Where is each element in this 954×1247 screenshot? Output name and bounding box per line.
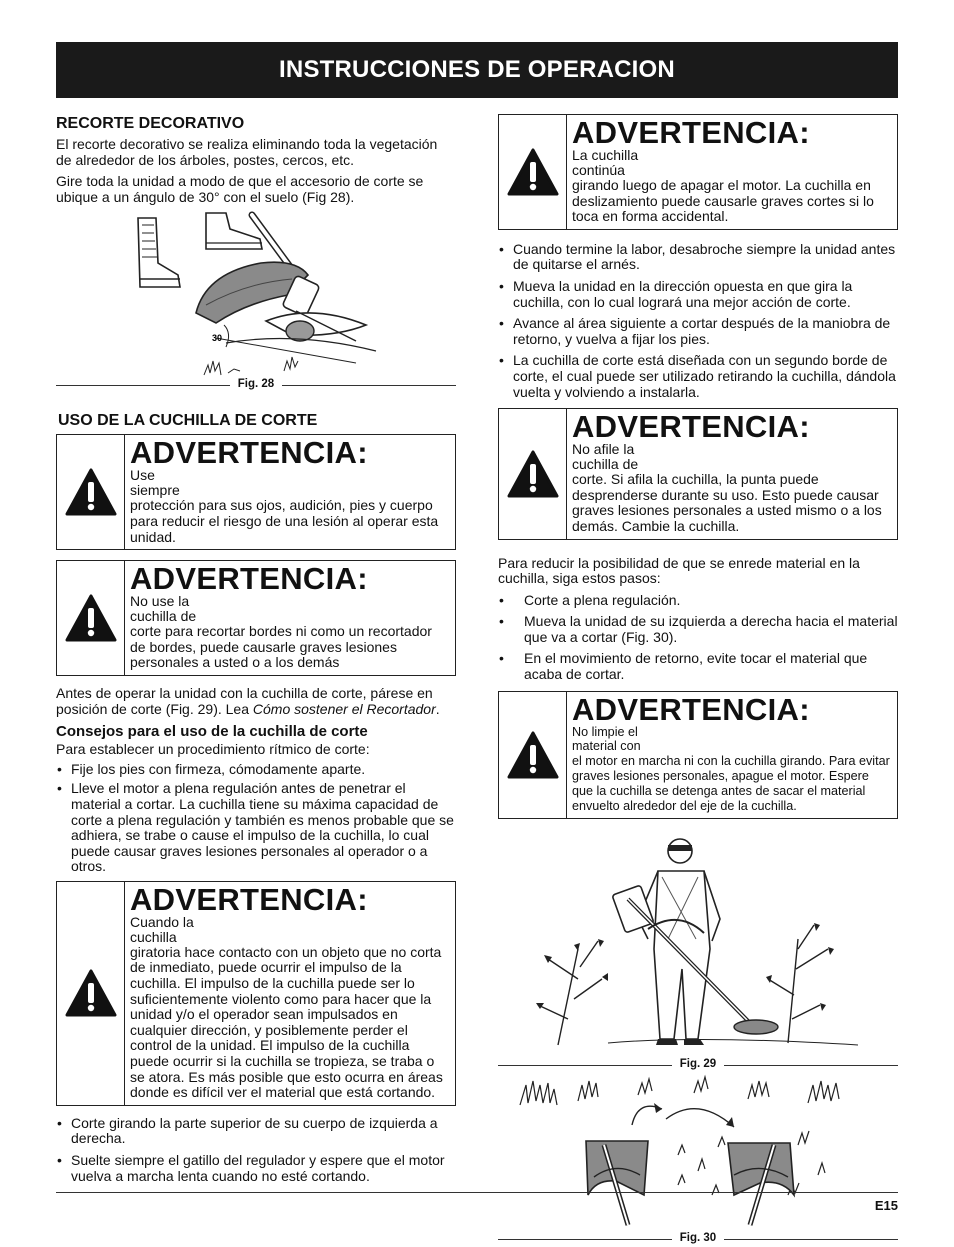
entangle-steps-list [498, 593, 898, 683]
warning-box-no-sharpen [498, 408, 898, 539]
fig29-label: Fig. 29 [679, 1058, 717, 1071]
warning-title: ADVERTENCIA: [130, 561, 368, 597]
fig29-illustration [498, 829, 898, 1055]
consejos-subheading: Consejos para el uso de la cuchilla de corte [56, 723, 368, 741]
list-item: • Cuando termine la labor, desabroche siempre la unidad antes de quitarse el arnés. [498, 242, 898, 273]
warning-title: ADVERTENCIA: [572, 115, 810, 150]
consejos-list-1 [56, 762, 456, 875]
list-item: • Corte girando la parte superior de su cuerpo de izquierda a derecha. [56, 1116, 456, 1147]
warning-icon-4 [499, 115, 567, 229]
section-header [56, 42, 898, 98]
uso-heading: USO DE LA CUCHILLA DE CORTE [58, 412, 318, 430]
warning-icon-2 [57, 561, 125, 675]
warning-box-kickback [56, 881, 456, 1106]
consejos-intro: Para establecer un procedimiento rítmico de corte: [56, 741, 370, 758]
warning-icon-3 [57, 882, 125, 1105]
fig29-caption [498, 1057, 898, 1073]
list-item: • En el movimiento de retorno, evite tocar el material que acaba de cortar. [498, 651, 898, 682]
list-item: • Fije los pies con firmeza, cómodamente aparte. [56, 762, 456, 778]
entangle-intro: Para reducir la posibilidad de que se enrede material en la cuchilla, siga estos pasos: [498, 554, 860, 587]
warning-box-no-clean [498, 691, 898, 820]
warning-body: protección para sus ojos, audición, pies y cuerpo para reducir el riesgo de una lesión al operar esta unidad. [130, 497, 439, 545]
blade-tips-list [498, 242, 898, 400]
warning-title: ADVERTENCIA: [572, 691, 810, 727]
warning-body: corte. Si afila la cuchilla, la punta puede desprenderse durante su uso. Esto puede causar graves lesiones personales a usted mismo o a los demás. Cambie la cuchilla. [572, 471, 882, 534]
warning-triangle-icon [506, 147, 560, 197]
fig30-caption [498, 1231, 898, 1247]
warning-body: girando luego de apagar el motor. La cuchilla en deslizamiento puede causarle graves cortes si lo toca en forma accidental. [572, 177, 874, 225]
fig28-caption [56, 377, 456, 393]
warning-lead: No limpie el material con [572, 724, 641, 754]
figure-28 [56, 213, 456, 399]
warning-triangle-icon [506, 730, 560, 780]
warning-triangle-icon [64, 593, 118, 643]
section-title: INSTRUCCIONES DE OPERACION [279, 56, 675, 83]
left-column [56, 114, 456, 1190]
list-item: • Mueva la unidad en la dirección opuesta en que gira la cuchilla, con lo cual logrará una mejor acción de corte. [498, 279, 898, 310]
list-item: • Lleve el motor a plena regulación antes de penetrar el material a cortar. La cuchilla tiene su máxima capacidad de corte a plena regulación y también es menos probable que se adhiera, se trabe o cause el impulso de la cuchilla, lo cual puede causar graves lesiones personales al operador o a otros. [56, 781, 456, 875]
warning-title: ADVERTENCIA: [130, 435, 368, 471]
fig28-illustration [56, 213, 456, 383]
page-number: E15 [874, 1198, 898, 1213]
warning-icon-6 [499, 692, 567, 819]
warning-lead: Use siempre [130, 467, 180, 499]
uso-paragraph-1: Antes de operar la unidad con la cuchilla de corte, párese en posición de corte (Fig. 29). Lea Cómo sostener el Recortador. [56, 684, 440, 717]
warning-box-eye-protection [56, 434, 456, 550]
warning-lead: Cuando la cuchilla [130, 913, 194, 945]
fig30-illustration [498, 1075, 898, 1231]
warning-box-no-edging [56, 560, 456, 676]
warning-title: ADVERTENCIA: [130, 881, 368, 917]
list-item: • Mueva la unidad de su izquierda a derecha hacia el material que va a cortar (Fig. 30). [498, 614, 898, 645]
warning-triangle-icon [506, 449, 560, 499]
right-column [498, 114, 898, 1245]
recorte-paragraph-1: El recorte decorativo se realiza eliminando toda la vegetación de alrededor de los árboles, postes, cercos, etc. [56, 136, 438, 168]
warning-lead: No afile la cuchilla de [572, 441, 639, 473]
list-item: • Avance al área siguiente a cortar después de la maniobra de retorno, y vuelva a fijar los pies. [498, 316, 898, 347]
consejos-list-2 [56, 1116, 456, 1184]
figure-29 [498, 829, 898, 1069]
fig28-angle-label: 30 [212, 333, 223, 344]
warning-body: el motor en marcha ni con la cuchilla girando. Para evitar graves lesiones personales, apague el motor. Espere que la cuchilla se detenga antes de sacar el material envuelto alrededor del eje de la cuchilla. [572, 753, 890, 814]
footer-divider [56, 1192, 898, 1193]
warning-body: giratoria hace contacto con un objeto que no corta de inmediato, puede ocurrir el impulso de la cuchilla. El impulso de la cuchilla puede ser lo suficientemente violento como para hacer que la unidad y/o el operador sean impulsados en cualquier dirección, y posiblemente perder el control de la unidad. El impulso de la cuchilla puede ocurrir si la cuchilla se tropieza, se traba o se atora. Es más posible que esto ocurra en áreas donde es difícil ver el material que está cortando. [130, 943, 443, 1101]
figure-30 [498, 1075, 898, 1245]
recorte-heading: RECORTE DECORATIVO [56, 115, 245, 132]
fig30-label: Fig. 30 [679, 1232, 717, 1245]
list-item: • La cuchilla de corte está diseñada con un segundo borde de corte, el cual puede ser utilizado retirando la cuchilla, dándola vuelta y volviendo a instalarla. [498, 353, 898, 400]
warning-icon-5 [499, 409, 567, 538]
recorte-paragraph-2: Gire toda la unidad a modo de que el accesorio de corte se ubique a un ángulo de 30° con el suelo (Fig 28). [56, 173, 424, 205]
fig28-label: Fig. 28 [237, 378, 275, 391]
warning-lead: No use la cuchilla de [130, 593, 197, 625]
list-item: • Suelte siempre el gatillo del regulador y espere que el motor vuelva a marcha lenta cuando no esté cortando. [56, 1153, 456, 1184]
warning-icon-1 [57, 435, 125, 549]
warning-title: ADVERTENCIA: [572, 409, 810, 445]
list-item: • Corte a plena regulación. [498, 593, 898, 609]
warning-body: corte para recortar bordes ni como un recortador de bordes, puede causarle graves lesiones personales a usted o a los demás [130, 623, 432, 671]
warning-triangle-icon [64, 467, 118, 517]
warning-triangle-icon [64, 968, 118, 1018]
warning-lead: La cuchilla continúa [572, 147, 639, 178]
warning-box-blade-continues [498, 114, 898, 230]
